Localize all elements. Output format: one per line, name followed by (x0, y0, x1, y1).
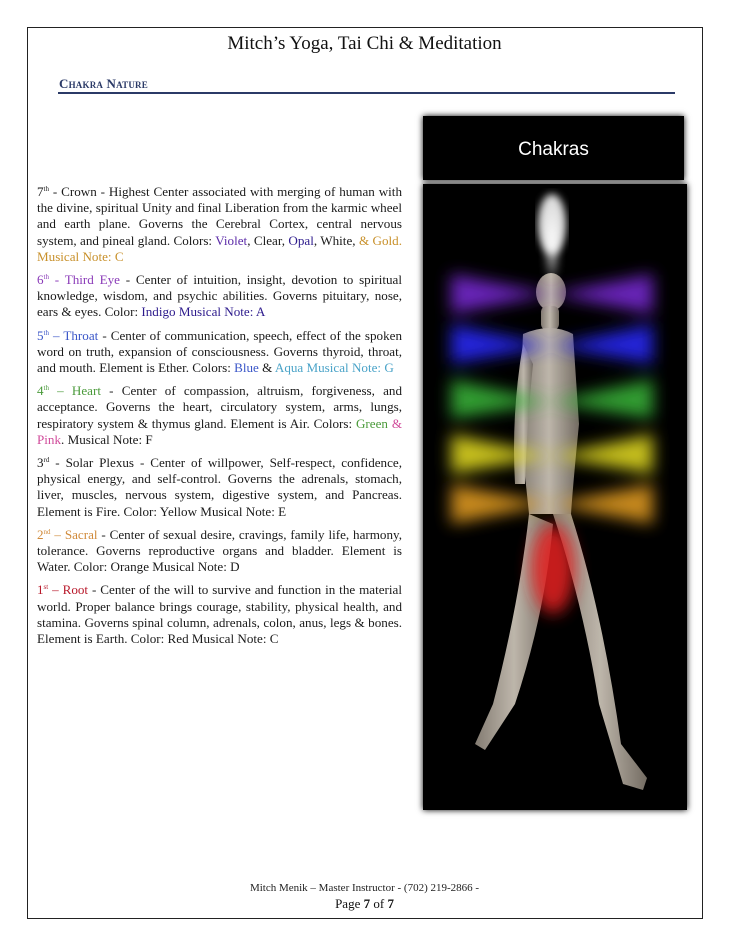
chakra-root: 1st – Root - Center of the will to survive and function in the material world. Proper balance brings courage, stability, physical health, and stamina. Governs spinal column, adrenals, colon, anus, legs & bones. Element is Earth. Color: Red Musical Note: C (37, 582, 402, 647)
section-divider (58, 92, 675, 94)
chakra-body-illustration (423, 184, 687, 810)
chakra-descriptions (37, 184, 402, 654)
band-red (531, 524, 575, 614)
chakra-heart: 4th – Heart - Center of compassion, altruism, forgiveness, and acceptance. Governs the heart, circulatory system, arms, lungs, respiratory system & thymus gland. Element is Air. Colors: Green & Pink. Musical Note: F (37, 383, 402, 447)
chakra-crown: 7th - Crown - Highest Center associated with merging of human with the divine, spiritual Unity and final Liberation from the karmic wheel and earth plane. Governs the Cerebral Cortex, central nervous system, and pineal gland. Colors: Violet, Clear, Opal, White, & Gold. Musical Note: C (37, 184, 402, 264)
chakra-third-eye: 6th - Third Eye - Center of intuition, insight, devotion to spiritual knowledge, wisdom, and psychic abilities. Governs pituitary, nose, ears & eyes. Color: Indigo Musical Note: A (37, 272, 402, 320)
chakra-solar-plexus: 3rd - Solar Plexus - Center of willpower, Self-respect, confidence, physical energy, and self-control. Governs the adrenals, stomach, liver, muscles, nervous system, digestive system, and Pancreas. Element is Fire. Color: Yellow Musical Note: E (37, 455, 403, 519)
figure-image (423, 184, 687, 810)
chakra-figure (423, 116, 687, 810)
document-title: Mitch’s Yoga, Tai Chi & Meditation (227, 33, 502, 54)
chakra-throat: 5th – Throat - Center of communication, speech, effect of the spoken word on truth, expansion of consciousness. Governs thyroid, throat, and mouth. Element is Ether. Colors: Blue & Aqua Musical Note: G (37, 327, 402, 376)
section-heading: Chakra Nature (59, 76, 148, 91)
page-number: Page 7 of 7 (335, 896, 394, 911)
figure-title: Chakras (423, 116, 684, 180)
crown-glow (538, 194, 566, 254)
footer-contact: Mitch Menik – Master Instructor - (702) 219-2866 - (249, 882, 480, 894)
chakra-sacral: 2nd – Sacral - Center of sexual desire, cravings, family life, harmony, tolerance. Governs reproductive organs and bladder. Element is Water. Color: Orange Musical Note: D (37, 526, 402, 575)
